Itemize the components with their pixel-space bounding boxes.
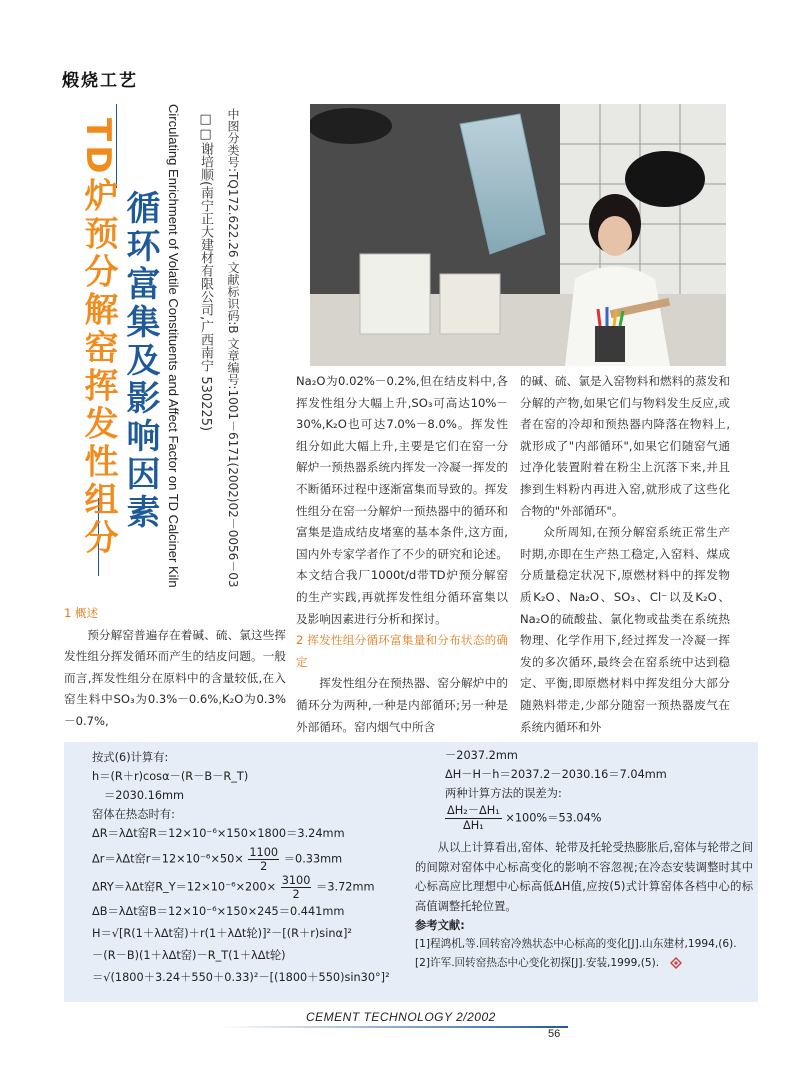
formula-line: h＝(R＋r)cosα－(R－B－R_T) [92, 770, 249, 783]
photo-illustration [310, 104, 726, 366]
fraction [445, 804, 502, 833]
reference-text: [2]许军.回转窑热态中心变化初探[J].安装,1999,(5). [415, 957, 660, 969]
reference-item: [1]程鸿机,等.回转窑冷熟状态中心标高的变化[J].山东建材,1994,(6). [415, 938, 737, 950]
formula-text: ΔRY＝λΔt窑R_Y＝12×10⁻⁶×200× [92, 880, 277, 894]
numerator: 1100 [249, 846, 279, 859]
article-title: TD炉预分解窑挥发性组分 [78, 118, 118, 558]
section-heading-1: 1 概述 [64, 606, 99, 620]
formula-line: ＝√(1800＋3.24＋550＋0.33)²－[(1800＋550)sin30°]² [92, 971, 390, 984]
classification-line: 中图分类号:TQ172.622.26 文献标识码:B 文章编号:1001－6171(2002)02－0056－03 [226, 108, 240, 588]
article-photo [310, 104, 726, 366]
formula-line: 窑体在热态时有: [92, 808, 175, 821]
formula-line: －(R－B)(1＋λΔt窑)－R_T(1＋λΔt轮) [92, 949, 286, 962]
section-label: 煅烧工艺 [62, 71, 138, 91]
formula-text: ＝3.72mm [316, 880, 375, 894]
numerator: ΔH₂－ΔH₁ [447, 804, 500, 817]
references-title: 参考文献: [415, 919, 465, 932]
denominator: ΔH₁ [463, 819, 484, 832]
author-line: □□谢培顺(南宁正大建材有限公司,广西南宁 530225) [198, 112, 213, 432]
denominator: 2 [260, 860, 268, 873]
formula-line: 两种计算方法的误差为: [445, 787, 562, 800]
english-title: Circulating Enrichment of Volatile Constituents and Affect Factor on TD Calciner Kiln [166, 104, 181, 588]
footer-rule [220, 1026, 568, 1028]
paragraph: 众所周知,在预分解窑系统正常生产时期,亦即在生产热工稳定,入窑料、煤成分质量稳定状况下,原燃材料中的挥发物质K₂O、Na₂O、SO₃、Cl⁻以及K₂O、Na₂O的硫酸盐、氯化物或盐类在系统热物理、化学作用下,经过挥发一冷凝一挥发的多次循环,最终会在窑系统中达到稳定、平衡,即原燃材料中挥发组分大部分随熟料带走,少部分随窑一预热器废气在系统内循环和外 [520, 525, 730, 734]
page-number: 56 [548, 1028, 561, 1040]
formula-line: H＝√[R(1＋λΔt窑)＋r(1＋λΔt轮)]²－[(R＋r)sinα]² [92, 927, 352, 940]
paragraph: 挥发性组分在预热器、窑分解炉中的循环分为两种,一种是内部循环;另一种是外部循环。窑内烟气中所含 [296, 676, 508, 734]
paragraph: Na₂O为0.02%－0.2%,但在结皮料中,各挥发性组分大幅上升,SO₃可高达10%－30%,K₂O也可达7.0%－8.0%。挥发性组分如此大幅上升,主要是它们在窑一分解炉一预热器系统内挥发一冷凝一挥发的不断循环过程中逐渐富集而导致的。挥发性组分在窑一分解炉一预热器中的循环和富集是造成结皮堵塞的基本条件,这方面,国内外专家学者作了不少的研究和论述。本文结合我厂1000t/d带TD炉预分解窑的生产实践,再就挥发性组分循环富集以及影响因素进行分析和探讨。 [296, 374, 508, 626]
text-column-2 [296, 371, 508, 738]
fraction [281, 874, 312, 901]
fraction [248, 846, 279, 873]
reference-item [415, 954, 682, 973]
formula-line [92, 874, 375, 901]
formula-text: Δr＝λΔt窑r＝12×10⁻⁶×50× [92, 852, 244, 866]
paragraph: 预分解窑普遍存在着碱、硫、氯这些挥发性组分挥发循环而产生的结皮问题。一般而言,挥发性组分在原料中的含量较低,在入窑生料中SO₃为0.3%－0.6%,K₂O为0.3%－0.7%, [64, 627, 286, 728]
numerator: 3100 [281, 874, 311, 887]
paragraph: 的碱、硫、氯是入窑物料和燃料的蒸发和分解的产物,如果它们与物料发生反应,或者在窑的冷却和预热器内降落在物料上,就形成了"内部循环",如果它们随窑气通过净化装置附着在粉尘上沉落下来,并且掺到生料粉内再进入窑,就形成了这些化合物的"外部循环"。 [520, 374, 730, 518]
journal-footer: CEMENT TECHNOLOGY 2/2002 [306, 1010, 496, 1024]
formula-line: ΔB＝λΔt窑B＝12×10⁻⁶×150×245＝0.441mm [92, 905, 345, 918]
formula-line: ＝2030.16mm [104, 789, 185, 802]
formula-text: ×100%＝53.04% [505, 811, 602, 825]
end-mark-icon [670, 957, 682, 969]
denominator: 2 [292, 888, 300, 901]
text-column-3 [520, 371, 730, 738]
formula-line: 按式(6)计算有: [92, 751, 169, 764]
formula-text: ＝0.33mm [283, 852, 343, 866]
text-column-1 [64, 603, 286, 733]
conclusion-paragraph: 从以上计算看出,窑体、轮带及托轮受热膨胀后,窑体与轮带之间的间隙对窑体中心标高变化的影响不容忽视;在冷态安装调整时其中心标高应比理想中心标高低ΔH值,应按(5)式计算窑体各档中心的标高值调整托轮位置。 [415, 841, 753, 913]
section-heading-2: 2 挥发性组分循环富集量和分布状态的确定 [296, 633, 508, 669]
article-subtitle: 循环富集及影响因素 [120, 190, 160, 532]
formula-line [92, 846, 342, 873]
formula-line: ΔH－H－h＝2037.2－2030.16＝7.04mm [445, 768, 667, 781]
formula-line: －2037.2mm [445, 749, 518, 762]
formula-line [445, 804, 602, 833]
formula-line: ΔR＝λΔt窑R＝12×10⁻⁶×150×1800＝3.24mm [92, 827, 345, 840]
